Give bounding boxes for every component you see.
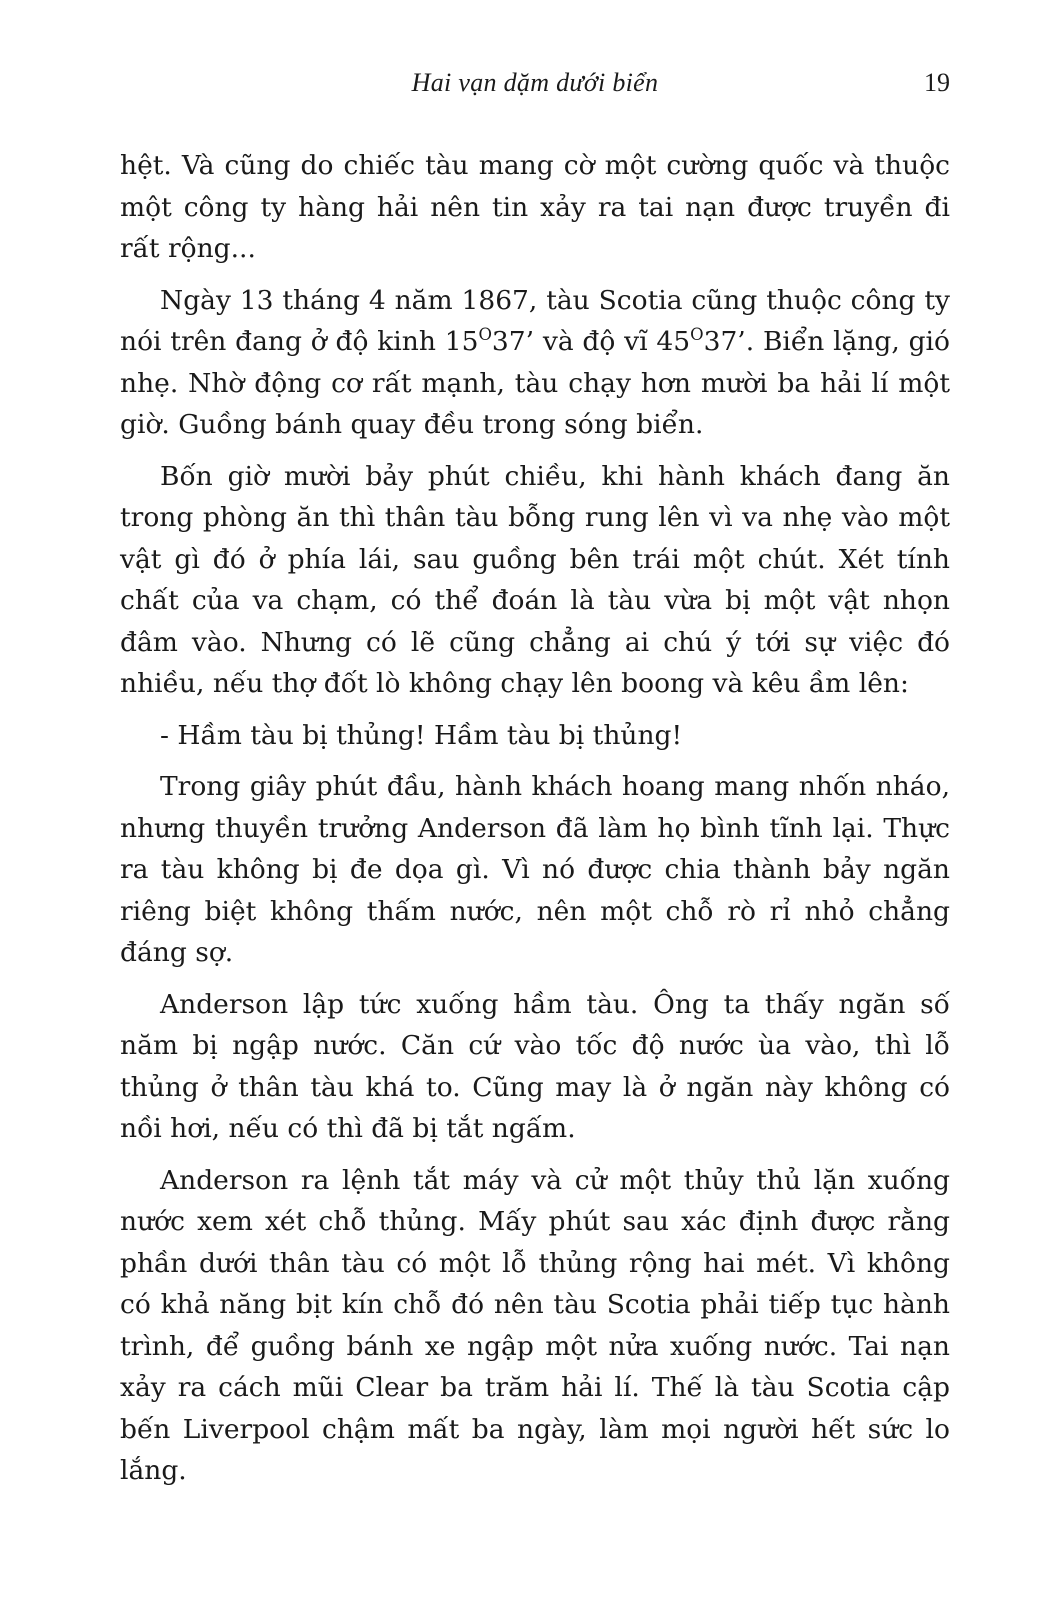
paragraph-dialogue: - Hầm tàu bị thủng! Hầm tàu bị thủng!: [160, 719, 683, 751]
body-text: [120, 145, 950, 1502]
paragraph-continued: hệt. Và cũng do chiếc tàu mang cờ một cường quốc và thuộc một công ty hàng hải nên tin xảy ra tai nạn được truyền đi rất rộng...: [120, 150, 950, 264]
page-number: 19: [924, 68, 950, 97]
paragraph-text: 37’. Biển lặng, gió nhẹ. Nhờ động cơ rất mạnh, tàu chạy hơn mười ba hải lí một giờ. Guồng bánh quay đều trong sóng biển.: [120, 326, 950, 440]
paragraph-collision: Bốn giờ mười bảy phút chiều, khi hành khách đang ăn trong phòng ăn thì thân tàu bỗng rung lên vì va nhẹ vào một vật gì đó ở phía lái, sau guồng bên trái một chút. Xét tính chất của va chạm, có thể đoán là tàu vừa bị một vật nhọn đâm vào. Nhưng có lẽ cũng chẳng ai chú ý tới sự việc đó nhiều, nếu thợ đốt lò không chạy lên boong và kêu ầm lên:: [120, 460, 950, 699]
paragraph-text: 37’ và độ vĩ 45: [491, 326, 691, 357]
degree-superscript: O: [690, 325, 704, 345]
degree-superscript: O: [478, 325, 492, 345]
running-header: [120, 68, 950, 108]
paragraph-passengers: Trong giây phút đầu, hành khách hoang mang nhốn nháo, nhưng thuyền trưởng Anderson đã làm họ bình tĩnh lại. Thực ra tàu không bị đe dọa gì. Vì nó được chia thành bảy ngăn riêng biệt không thấm nước, nên một chỗ rò rỉ nhỏ chẳng đáng sợ.: [120, 771, 950, 968]
running-title: Hai vạn dặm dưới biển: [411, 68, 659, 97]
paragraph-repair: Anderson ra lệnh tắt máy và cử một thủy thủ lặn xuống nước xem xét chỗ thủng. Mấy phút sau xác định được rằng phần dưới thân tàu có một lỗ thủng rộng hai mét. Vì không có khả năng bịt kín chỗ đó nên tàu Scotia phải tiếp tục hành trình, để guồng bánh xe ngập một nửa xuống nước. Tai nạn xảy ra cách mũi Clear ba trăm hải lí. Thế là tàu Scotia cập bến Liverpool chậm mất ba ngày, làm mọi người hết sức lo lắng.: [120, 1164, 950, 1486]
paragraph-inspection: Anderson lập tức xuống hầm tàu. Ông ta thấy ngăn số năm bị ngập nước. Căn cứ vào tốc độ nước ùa vào, thì lỗ thủng ở thân tàu khá to. Cũng may là ở ngăn này không có nồi hơi, nếu có thì đã bị tắt ngấm.: [120, 988, 950, 1144]
paragraph-scotia-position: [120, 280, 950, 446]
paragraph-text: Ngày 13 tháng 4 năm 1867, tàu Scotia cũng thuộc công ty nói trên đang ở độ kinh 15: [120, 284, 950, 357]
